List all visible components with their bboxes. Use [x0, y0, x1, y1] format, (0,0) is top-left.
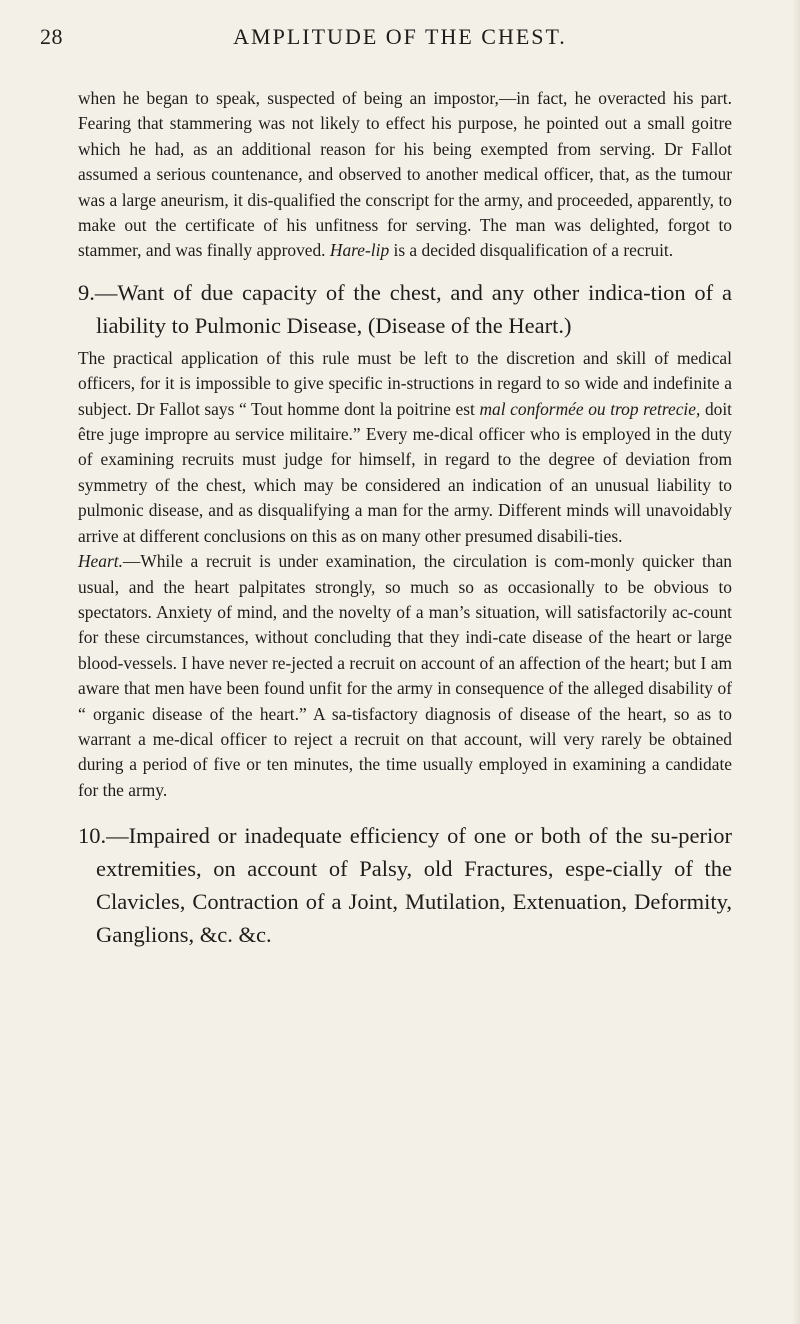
section-title: —Want of due capacity of the chest, and any other indica-tion of a liability to Pulmonic Disease, (Disease of the Heart.)	[94, 279, 732, 338]
paragraph-continuation	[78, 86, 732, 264]
section-number: 10.	[78, 823, 107, 849]
paragraph-text: doit être juge impropre au service militaire.” Every me-dical officer who is employed in the duty of examining recruits must judge for himself, in regard to the degree of deviation from symmetry of the chest, which may be considered an indication of an unusual liability to pulmonic disease, and as disqualifying a man for the army. Different minds will unavoidably arrive at different conclusions on this as on many other presumed disabili-ties.	[78, 398, 732, 546]
section-title: —Impaired or inadequate efficiency of one or both of the su-perior extremities, on account of Palsy, old Fractures, espe-cially of the Clavicles, Contraction of a Joint, Mutilation, Extenuation, Deformity, Ganglions, &c. &c.	[96, 823, 732, 948]
paragraph-heart	[78, 549, 732, 803]
section-heading-10	[78, 819, 732, 951]
page-number: 28	[40, 24, 63, 49]
paragraph-text: when he began to speak, suspected of being an impostor,—in fact, he overacted his part. Fearing that stammering was not likely to effect his purpose, he pointed out a small goitre which he had, as an additional reason for his being exempted from serving. Dr Fallot assumed a serious countenance, and observed to another medical officer, that, as the tumour was a large aneurism, it dis-qualified the conscript for the army, and proceeded, apparently, to make out the certificate of his unfitness for serving. The man was delighted, forgot to stammer, and was finally approved.	[78, 88, 732, 261]
page-header	[20, 18, 780, 52]
paragraph-text: —While a recruit is under examination, the circulation is com-monly quicker than usual, and the heart palpitates strongly, so much so as occasionally to be obvious to spectators. Anxiety of mind, and the novelty of a man’s situation, will satisfactorily ac-count for these circumstances, without concluding that they indi-cate disease of the heart or large blood-vessels. I have never re-jected a recruit on account of an affection of the heart; but I am aware that men have been found unfit for the army in consequence of the alleged disability of “ organic disease of the heart.” A sa-tisfactory diagnosis of disease of the heart, so as to warrant a me-dical officer to reject a recruit on that account, will very rarely be obtained during a period of five or ten minutes, the time usually employed in examining a candidate for the army.	[78, 551, 732, 800]
paragraph-text: The practical application of this rule must be left to the discretion and skill of medical officers, for it is impossible to give specific in-structions in regard to so wide and indefinite a subject. Dr Fallot says “ Tout homme dont la poitrine est	[78, 347, 732, 419]
paragraph-practical-application	[78, 346, 732, 549]
italic-quote: mal conformée ou trop retrecie,	[479, 398, 701, 419]
running-title: AMPLITUDE OF THE CHEST.	[233, 24, 567, 49]
italic-term: Hare-lip	[329, 240, 390, 261]
section-heading-9	[78, 276, 732, 342]
page-edge	[792, 0, 800, 1324]
page-body	[78, 86, 732, 955]
italic-subheading: Heart.	[78, 551, 123, 572]
paragraph-text: is a decided disqualification of a recruit.	[389, 240, 674, 261]
section-number: 9.	[78, 279, 95, 305]
